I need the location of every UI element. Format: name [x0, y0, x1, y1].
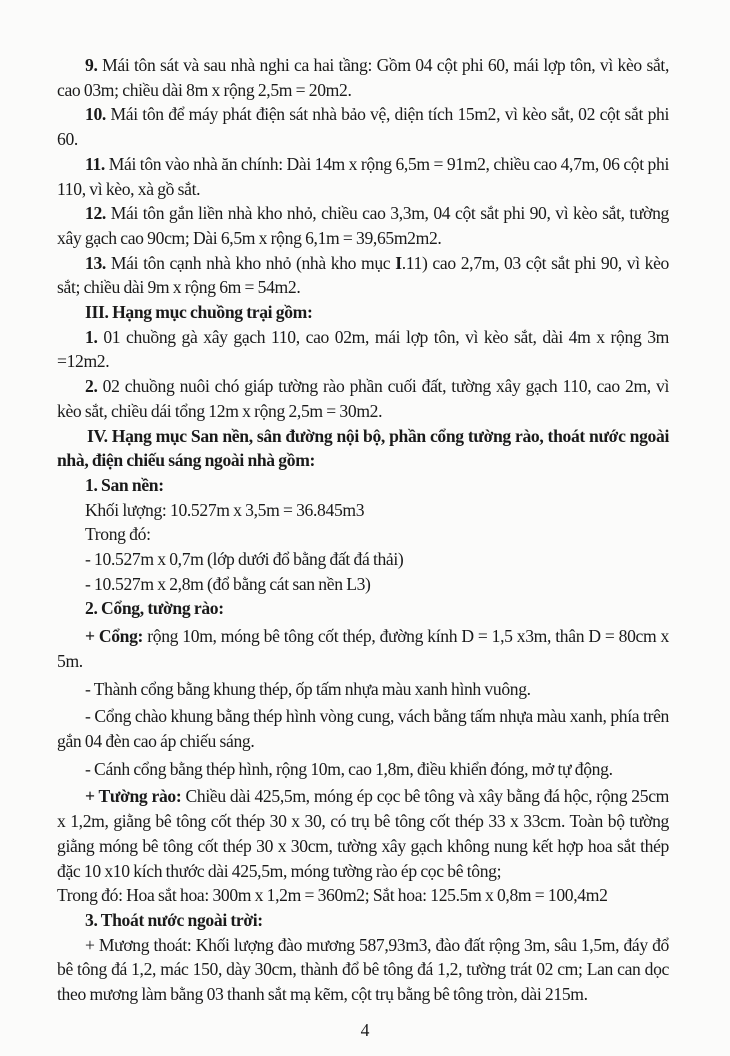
item-number: 1. — [85, 326, 98, 347]
tuong-rao-last-line: Trong đó: Hoa sắt hoa: 300m x 1,2m = 360m2; Sắt hoa: 125.5m x 0,8m = 100,4m2 — [57, 885, 608, 906]
item-number: 11. — [85, 153, 105, 174]
item-text: Mái tôn vào nhà ăn chính: Dài 14m x rộng 6,5m = 91m2, chiều cao 4,7m, 06 cột phi 110, vì kèo, xà gồ sắt. — [57, 153, 669, 199]
item-number: 12. — [85, 203, 106, 224]
cong-heading: 2. Cổng, tường rào: — [85, 598, 224, 619]
paragraph-item-10 — [57, 102, 669, 151]
cong-bullet: - Thành cổng bằng khung thép, ốp tấm nhựa màu xanh hình vuông. — [85, 678, 531, 699]
section-iii-heading: III. Hạng mục chuồng trại gồm: — [85, 302, 313, 323]
paragraph-item-9 — [57, 53, 669, 102]
thoat-nuoc-heading: 3. Thoát nước ngoài trời: — [85, 909, 263, 930]
item-text: Mái tôn gắn liền nhà kho nhỏ, chiều cao 3,3m, 04 cột sắt phi 90, vì kèo sắt, tường xây gạch cao 90cm; Dài 6,5m x rộng 6,1m = 39,65m2m2. — [57, 203, 669, 248]
item-number: 10. — [85, 104, 106, 125]
section-iii-item-1 — [57, 325, 669, 374]
san-nen-line: - 10.527m x 0,7m (lớp dưới đổ bằng đất đá thải) — [85, 549, 404, 570]
san-nen-line: Trong đó: — [85, 524, 151, 545]
item-text: 01 chuồng gà xây gạch 110, cao 02m, mái lợp tôn, vì kèo sắt, dài 4m x rộng 3m =12m2. — [57, 326, 669, 372]
cong-paragraph — [57, 624, 669, 673]
cong-bullet: - Cánh cổng bằng thép hình, rộng 10m, cao 1,8m, điều khiển đóng, mở tự động. — [85, 758, 613, 779]
item-text: Mái tôn cạnh nhà kho nhỏ (nhà kho mục — [105, 252, 396, 273]
cong-text: rộng 10m, móng bê tông cốt thép, đường kính D = 1,5 x3m, thân D = 80cm x 5m. — [57, 626, 669, 671]
cong-bullet: - Cổng chào khung bằng thép hình vòng cung, vách bằng tấm nhựa màu xanh, phía trên gắn 04 đèn cao áp chiếu sáng. — [57, 706, 669, 751]
page-number: 4 — [360, 1020, 370, 1040]
item-ref-bold: I — [395, 252, 402, 273]
san-nen-line: - 10.527m x 2,8m (đổ bằng cát san nền L3) — [85, 573, 371, 594]
item-text: 02 chuồng nuôi chó giáp tường rào phần cuối đất, tường xây gạch 110, cao 2m, vì kèo sắt, chiều dái tổng 12m x rộng 2,5m = 30m2. — [57, 376, 669, 421]
document-body — [57, 53, 669, 1007]
cong-label: + Cổng: — [85, 626, 144, 647]
san-nen-heading: 1. San nền: — [85, 474, 164, 495]
item-number: 2. — [85, 376, 98, 397]
item-text: Mái tôn để máy phát điện sát nhà bảo vệ, diện tích 15m2, vì kèo sắt, 02 cột sắt phi 60. — [57, 104, 669, 150]
tuong-rao-paragraph — [57, 784, 669, 883]
tuong-rao-label: + Tường rào: — [85, 786, 182, 807]
item-text: Mái tôn sát và sau nhà nghi ca hai tầng: Gồm 04 cột phi 60, mái lợp tôn, vì kèo sắt, cao 03m; chiều dài 8m x rộng 2,5m = 20m2. — [57, 55, 669, 100]
section-iii-item-2 — [57, 374, 669, 423]
section-iv-heading: IV. Hạng mục San nền, sân đường nội bộ, phần cổng tường rào, thoát nước ngoài nhà, điện chiếu sáng ngoài nhà gồm: — [57, 425, 669, 471]
item-number: 9. — [85, 55, 98, 75]
paragraph-item-12 — [57, 201, 669, 250]
paragraph-item-11 — [57, 152, 669, 201]
paragraph-item-13 — [57, 251, 669, 300]
item-number: 13. — [85, 252, 106, 273]
item-text-cont: .11) cao 2,7m, 03 cột sắt phi 90, vì kèo sắt; chiều dài 9m x rộng 6m = 54m2. — [57, 252, 670, 298]
tuong-rao-text: Chiều dài 425,5m, móng ép cọc bê tông và xây bằng đá hộc, rộng 25cm x 1,2m, giằng bê tông cốt thép 30 x 30, có trụ bê tông cốt thép 33 x 33cm. Toàn bộ tường giằng móng bê tông cốt thép 30 x 30cm, tường xây gạch không nung kết hợp hoa sắt thép đặc 10 x10 kích thước dài 425,5m, móng tường rào ép cọc bê tông; — [57, 786, 669, 881]
thoat-nuoc-paragraph: + Mương thoát: Khối lượng đào mương 587,93m3, đào đất rộng 3m, sâu 1,5m, đáy đổ bê tông đá 1,2, mác 150, dày 30cm, thành đổ bê tông đá 1,2, tường trát 02 cm; Lan can dọc theo mương làm bằng 03 thanh sắt mạ kẽm, cột trụ bằng bê tông tròn, dài 215m. — [57, 934, 669, 1005]
san-nen-line: Khối lượng: 10.527m x 3,5m = 36.845m3 — [85, 499, 365, 520]
